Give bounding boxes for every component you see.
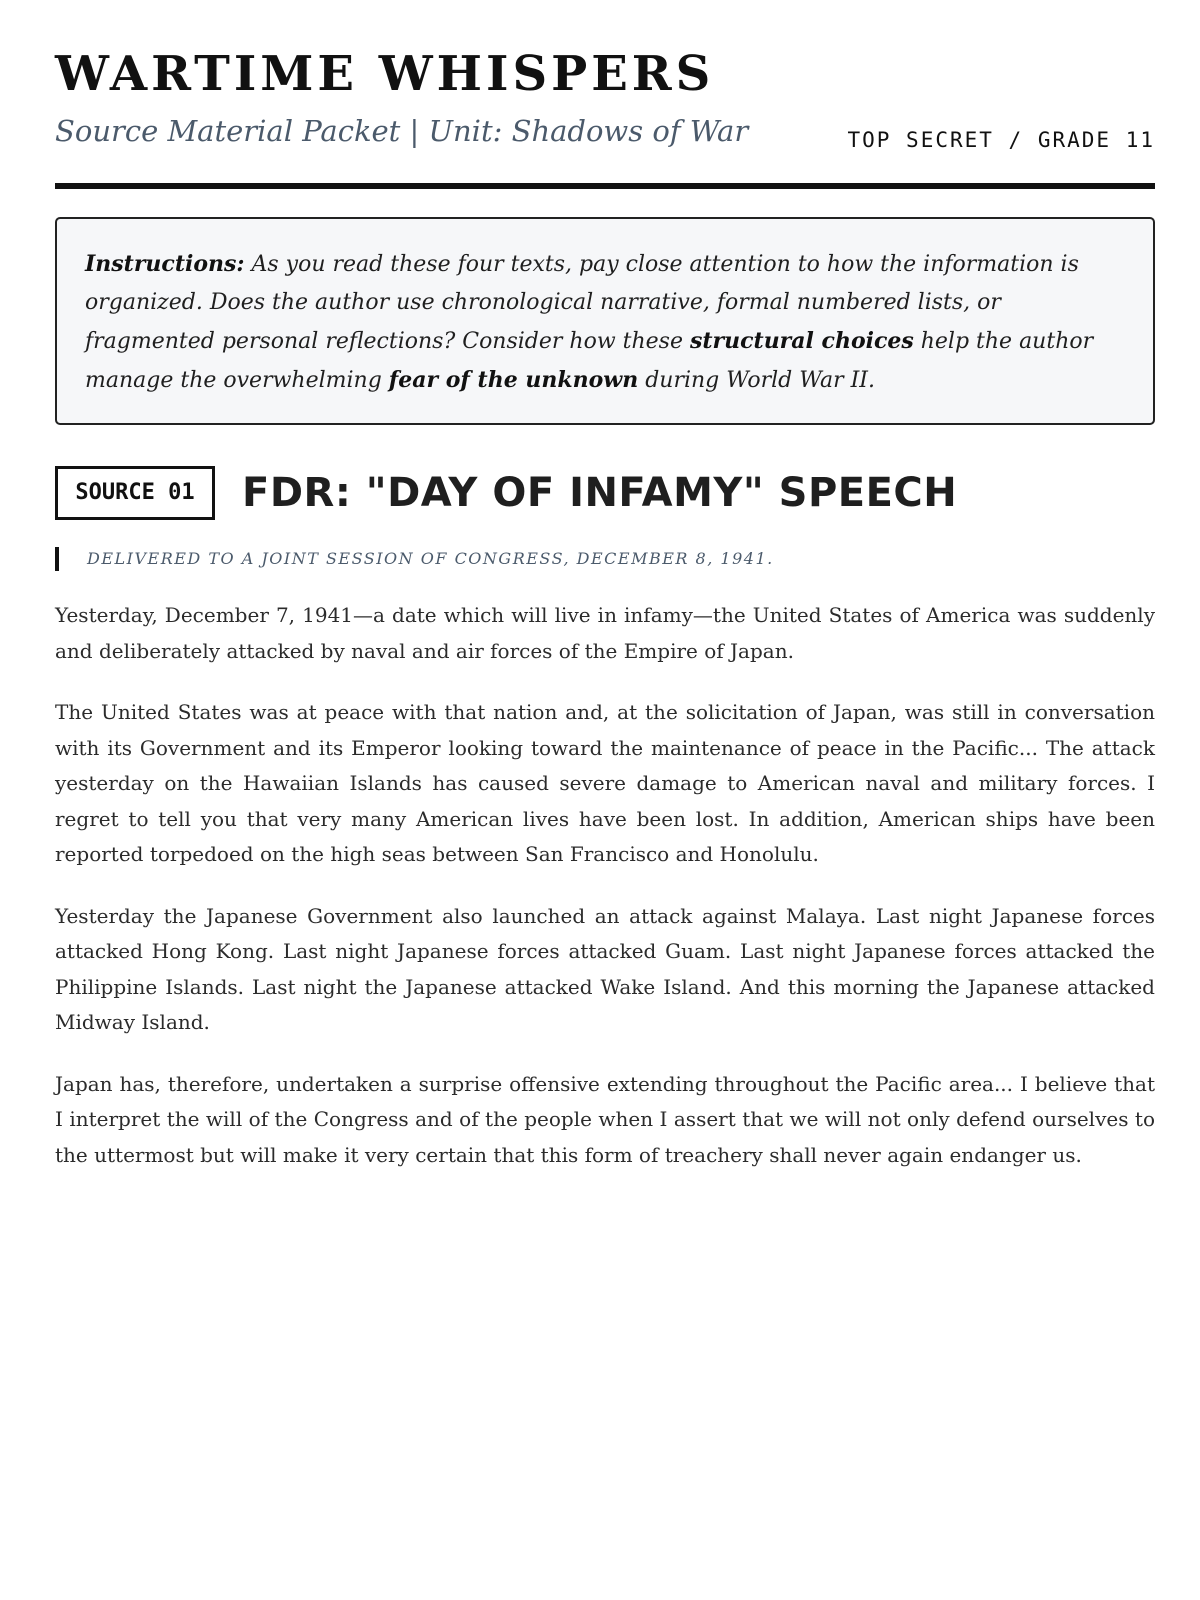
- speech-paragraph: The United States was at peace with that nation and, at the solicitation of Japan, was still in conversation with its Government and its Emperor looking toward the maintenance of peace in the Pacific... The attack yesterday on the Hawaiian Islands has caused severe damage to American naval and military forces. I regret to tell you that very many American lives have been lost. In addition, American ships have been reported torpedoed on the high seas between San Francisco and Honolulu.: [55, 700, 1155, 866]
- instructions-label: Instructions:: [85, 251, 245, 277]
- source-meta-caption: DELIVERED TO A JOINT SESSION OF CONGRESS, DECEMBER 8, 1941.: [55, 547, 774, 571]
- packet-title: WARTIME WHISPERS: [55, 46, 715, 102]
- speech-paragraph: Japan has, therefore, undertaken a surprise offensive extending throughout the Pacific area... I believe that I interpret the will of the Congress and of the people when I assert that we will not only defend ourselves to the uttermost but will make it very certain that this form of treachery shall never again endanger us.: [55, 1071, 1155, 1167]
- speech-paragraph: Yesterday the Japanese Government also launched an attack against Malaya. Last night Japanese forces attacked Hong Kong. Last night Japanese forces attacked Guam. Last night Japanese forces attacked the Philippine Islands. Last night the Japanese attacked Wake Island. And this morning the Japanese attacked Midway Island.: [55, 903, 1155, 1034]
- document-page: [55, 0, 1155, 1167]
- source-header: [55, 466, 1155, 520]
- packet-subtitle: Source Material Packet | Unit: Shadows of War: [55, 114, 749, 148]
- instructions-box: [55, 217, 1155, 425]
- header-divider: [55, 183, 1155, 189]
- instructions-emphasis-fear-of-unknown: fear of the unknown: [388, 367, 639, 393]
- source-number-badge: SOURCE 01: [55, 466, 215, 520]
- speech-paragraph: Yesterday, December 7, 1941—a date which will live in infamy—the United States of America was suddenly and deliberately attacked by naval and air forces of the Empire of Japan.: [55, 603, 1155, 663]
- instructions-text-part-3: during World War II.: [638, 368, 875, 393]
- page-header: [55, 0, 1155, 188]
- source-title: FDR: "DAY OF INFAMY" SPEECH: [242, 470, 958, 516]
- instructions-emphasis-structural-choices: structural choices: [690, 328, 914, 354]
- classification-label: TOP SECRET / GRADE 11: [847, 128, 1155, 152]
- instructions-text-part-2: help the author manage the overwhelming: [85, 329, 1094, 393]
- source-body: [55, 598, 1155, 1199]
- instructions-text-part-1: As you read these four texts, pay close attention to how the information is organized. Does the author use chronological narrative, formal numbered lists, or fragmented personal reflections? Consider how these: [85, 252, 1079, 354]
